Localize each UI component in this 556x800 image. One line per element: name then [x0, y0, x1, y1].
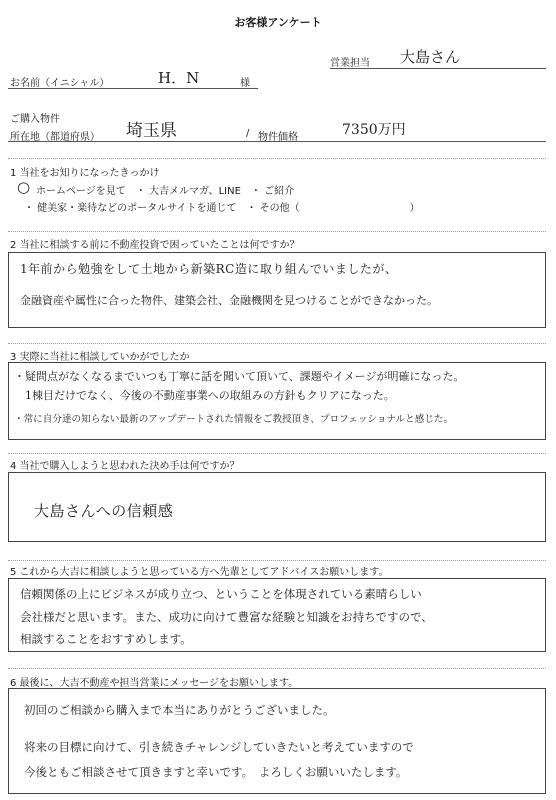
sales-rep-value: 大島さん	[400, 48, 461, 66]
name-value: H．N	[158, 69, 200, 87]
form-title: お客様アンケート	[234, 16, 322, 29]
q1-selected-mark: ○	[17, 178, 31, 196]
price-value: 7350万円	[342, 122, 406, 138]
q2-answer-line: 1年前から勉強をして土地から新築RC造に取り組んでいましたが、	[20, 262, 398, 276]
q6-answer-line: 今後ともご相談させて頂きますと幸いです。 よろしくお願いいたします。	[24, 765, 408, 779]
q5-answer-line: 信頼関係の上にビジネスが成り立つ、ということを体現されている素晴らしい	[20, 587, 422, 601]
q3-answer-line: ・常に自分達の知らない最新のアップデートされた情報をご教授頂き、プロフェッショナルと感じた。	[14, 414, 454, 425]
separator	[8, 343, 546, 344]
q4-answer-line: 大島さんへの信頼感	[34, 502, 174, 520]
q3-answer-line: 1棟目だけでなく、今後の不動産事業への取組みの方針もクリアになった。	[14, 389, 395, 402]
q2-title: 2 当社に相談する前に不動産投資で困っていたことは何ですか？	[10, 240, 300, 251]
q1-title: 1 当社をお知りになったきっかけ	[10, 168, 160, 179]
name-suffix: 様	[240, 78, 250, 89]
separator	[8, 453, 546, 454]
price-label: 物件価格	[258, 132, 298, 143]
location-value: 埼玉県	[126, 121, 177, 141]
q3-answer-line: ・疑問点がなくなるまでいつも丁寧に話を聞いて頂いて、課題やイメージが明確になった。	[14, 370, 465, 383]
q6-answer-line: 初回のご相談から購入まで本当にありがとうございました。	[24, 703, 335, 717]
sales-rep-label: 営業担当	[330, 58, 370, 69]
q4-title: 4 当社で購入しようと思われた決め手は何ですか？	[10, 461, 240, 472]
name-label: お名前（イニシャル）	[10, 78, 110, 89]
q2-answer-line: 金融資産や属性に合った物件、建築会社、金融機関を見つけることができなかった。	[20, 294, 438, 307]
price-slash: /	[246, 128, 250, 139]
q6-answer-line: 将来の目標に向けて、引き続きチャレンジしていきたいと考えていますので	[24, 740, 414, 754]
q5-answer-line: 相談することをおすすめします。	[20, 632, 192, 646]
location-label: 所在地（都道府県）	[10, 132, 100, 143]
separator	[8, 158, 546, 159]
separator	[8, 231, 546, 232]
q3-title: 3 実際に当社に相談していかがでしたか	[10, 352, 190, 363]
q1-options-row2: ・ 健美家・楽待などのポータルサイトを通じて ・ その他（ ）	[24, 203, 420, 214]
name-underline	[8, 88, 258, 89]
q5-answer-line: 会社様だと思います。また、成功に向けて豊富な経験と知識をお持ちですので、	[20, 610, 433, 624]
separator	[8, 560, 546, 561]
location-price-underline	[8, 141, 546, 142]
sales-rep-underline	[330, 68, 546, 69]
q6-title: 6 最後に、大吉不動産や担当営業にメッセージをお願いします。	[10, 678, 299, 689]
property-label: ご購入物件	[10, 114, 60, 125]
separator	[8, 668, 546, 669]
q5-title: 5 これから大吉に相談しようと思っている方へ先輩としてアドバイスお願いします。	[10, 567, 389, 578]
q1-options-row1: ホームページを見て ・ 大吉メルマガ、LINE ・ ご紹介	[36, 186, 295, 197]
